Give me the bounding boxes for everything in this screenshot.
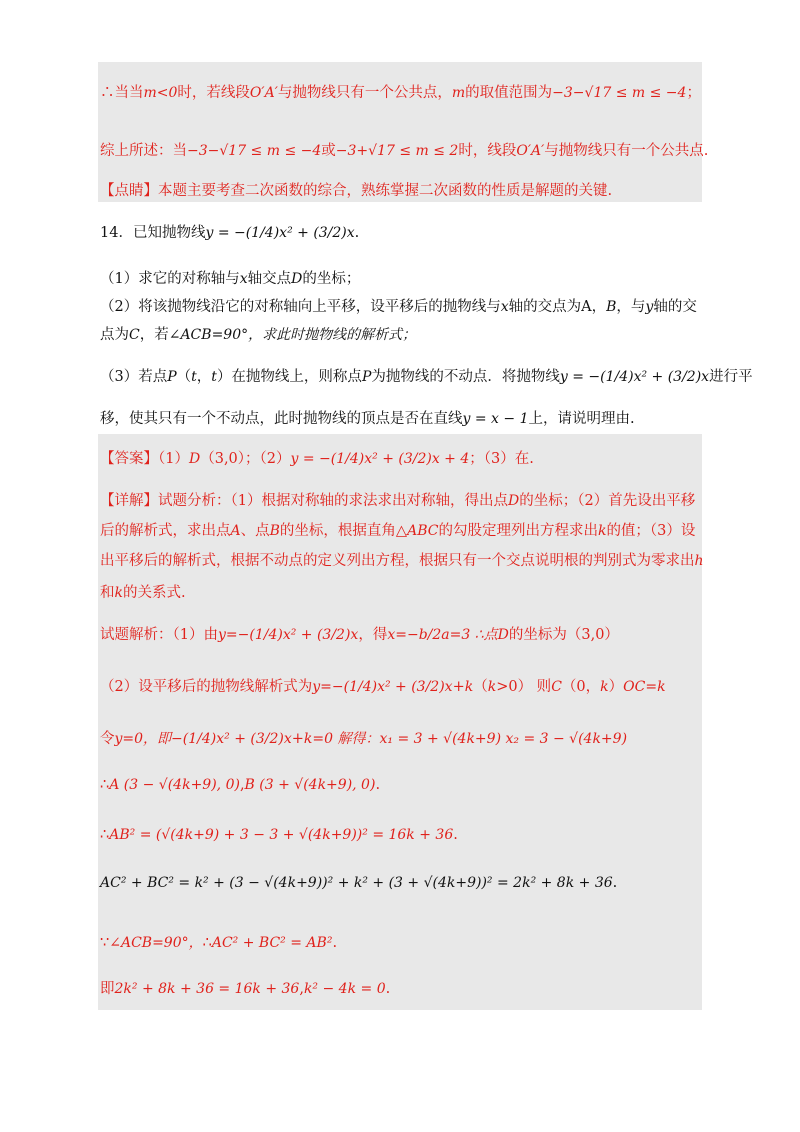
text-segment: 、点 (240, 523, 270, 539)
text-segment: k² − 4k = 0 (303, 981, 386, 997)
text-segment: 时，线段 (458, 143, 517, 159)
text-segment: b/2a (418, 627, 450, 643)
text-segment: =90°，求此时抛物线的解析式； (211, 327, 417, 343)
text-segment: y = −(1/4)x² + (3/2)x (205, 225, 355, 241)
text-segment: C (129, 327, 140, 343)
text-segment: ∴当当 (100, 85, 144, 101)
text-line-l17 (100, 728, 700, 750)
text-segment: OC (623, 679, 646, 695)
text-segment: A (3 − √(4k+9), 0) (109, 777, 240, 793)
text-segment: =− (320, 679, 344, 695)
text-segment: 令 (100, 731, 115, 747)
text-line-l21 (100, 932, 700, 954)
text-segment: 的关系式. (122, 585, 186, 601)
text-segment: 点为 (100, 327, 129, 343)
text-segment: 上，请说明理由. (528, 411, 635, 427)
text-segment: . (453, 827, 458, 843)
text-segment: ABC (407, 523, 439, 539)
text-segment: k (303, 731, 313, 747)
text-segment: + (452, 679, 465, 695)
text-segment: ∵ (100, 935, 110, 951)
text-segment: （3）若点 (100, 369, 168, 385)
text-segment: y = x − 1 (462, 411, 529, 427)
text-segment: 的取值范围为 (465, 85, 553, 101)
text-segment: . (354, 225, 360, 241)
text-line-l22 (100, 978, 700, 1000)
text-line-l14 (100, 582, 700, 604)
text-segment: 或 (321, 143, 336, 159)
text-line-l1 (100, 82, 700, 104)
text-segment: （ (176, 369, 192, 385)
text-segment: ∴ (100, 777, 110, 793)
text-segment: . (332, 935, 338, 951)
text-segment: =− (225, 627, 250, 643)
text-line-l10 (100, 448, 700, 470)
text-line-l5 (100, 268, 700, 290)
text-segment: k (464, 679, 474, 695)
text-segment: （2）设平移后的抛物线解析式为 (100, 679, 313, 695)
text-segment: B (269, 523, 280, 539)
text-line-l19 (100, 824, 700, 846)
text-segment: 即 (100, 981, 115, 997)
text-segment: k (597, 523, 607, 539)
text-segment: =− (395, 627, 419, 643)
text-line-l8 (100, 366, 753, 388)
text-segment: x (500, 299, 509, 315)
text-segment: B (606, 299, 617, 315)
text-segment: AC² + BC² = AB² (211, 935, 333, 951)
text-segment: 的坐标； (302, 271, 361, 287)
text-segment: y (645, 299, 654, 315)
text-segment: k (487, 679, 497, 695)
text-segment: 2k² + 8k + 36 = 16k + 36 (114, 981, 300, 997)
text-segment: 【点睛】本题主要考查二次函数的综合，熟练掌握二次函数的性质是解题的关键. (100, 183, 613, 199)
text-segment: C (551, 679, 562, 695)
text-line-l3 (100, 180, 700, 202)
text-segment: O′A′ (516, 143, 545, 159)
text-segment: ， (196, 369, 212, 385)
text-line-l7 (100, 324, 700, 346)
text-segment: =3 ∴点 (449, 627, 498, 643)
text-segment: t (191, 369, 197, 385)
text-segment: −3+√17 ≤ m ≤ 2 (335, 143, 459, 159)
text-segment: = (645, 679, 658, 695)
text-segment: k (600, 679, 609, 695)
text-segment: P (167, 369, 177, 385)
text-segment: + (291, 731, 304, 747)
text-line-l11 (100, 490, 700, 512)
text-segment: ； (686, 85, 701, 101)
text-segment: t (211, 369, 217, 385)
text-segment: 的坐标，根据直角△ (279, 523, 408, 539)
text-segment: (1/4)x² + (3/2)x (182, 731, 292, 747)
text-segment: −3−√17 ≤ m ≤ −4 (552, 85, 687, 101)
text-segment: x (387, 627, 396, 643)
text-segment: ，得 (358, 627, 388, 643)
text-line-l4 (100, 222, 700, 244)
text-segment: D (497, 627, 509, 643)
text-segment: AB² = (√(4k+9) + 3 − 3 + √(4k+9))² = 16k + 36 (109, 827, 454, 843)
text-segment: 试题解析：（1）由 (100, 627, 218, 643)
text-segment: P (361, 369, 372, 385)
text-segment: 为抛物线的不动点．将抛物线 (371, 369, 560, 385)
text-segment: 轴交点 (247, 271, 292, 287)
text-segment: 【详解】试题分析：（1）根据对称轴的求法求出对称轴，得出点 (100, 493, 508, 509)
text-segment: ；（3）在. (469, 451, 534, 467)
text-segment: A (230, 523, 241, 539)
text-segment: D (507, 493, 520, 509)
text-segment: 和 (100, 585, 115, 601)
text-segment: 14．已知抛物线 (100, 225, 206, 241)
text-segment: ） (608, 679, 624, 695)
text-segment: 综上所述：当 (100, 143, 187, 159)
text-segment: y = −(1/4)x² + (3/2)x + 4 (290, 451, 470, 467)
text-segment: =90°， (152, 935, 203, 951)
text-segment: (1/4)x² + (3/2)x (249, 627, 359, 643)
text-line-l9 (100, 408, 700, 430)
text-segment: k (657, 679, 666, 695)
text-segment: y (217, 627, 226, 643)
text-segment: （2）将该抛物线沿它的对称轴向上平移，设平移后的抛物线与 (100, 299, 501, 315)
text-segment: O′A′ (249, 85, 278, 101)
text-segment: 的坐标为（3,0） (508, 627, 619, 643)
text-segment: . (375, 777, 381, 793)
text-segment: . (612, 875, 618, 891)
text-segment: （ (473, 679, 488, 695)
text-line-l13 (100, 550, 704, 572)
text-segment: ∴ (202, 935, 212, 951)
text-segment: x₁ = 3 + √(4k+9) x₂ = 3 − √(4k+9) (379, 731, 628, 747)
text-segment: (1/4)x² + (3/2)x (343, 679, 453, 695)
text-segment: 时，若线段 (177, 85, 250, 101)
text-segment: （0， (561, 679, 601, 695)
text-segment: =0，即− (122, 731, 183, 747)
text-segment: AC² + BC² = k² + (3 − √(4k+9))² + k² + (3 + √(4k+9))² = 2k² + 8k + 36 (100, 875, 613, 891)
text-segment: （3,0）；（2） (200, 451, 291, 467)
text-line-l20 (100, 872, 700, 894)
text-segment: D (188, 451, 201, 467)
text-segment: y (114, 731, 123, 747)
text-line-l15 (100, 624, 700, 646)
text-segment: >0） 则 (496, 679, 552, 695)
text-segment: 的值；（3）设 (606, 523, 696, 539)
text-segment: ，若 (139, 327, 169, 343)
text-line-l12 (100, 520, 700, 542)
text-segment: B (3 + √(4k+9), 0) (244, 777, 376, 793)
text-line-l2 (100, 140, 709, 162)
text-segment: 移，使其只有一个不动点，此时抛物线的顶点是否在直线 (100, 411, 463, 427)
text-segment: h (694, 553, 704, 569)
text-segment: , (239, 777, 245, 793)
text-segment: 与抛物线只有一个公共点， (277, 85, 452, 101)
text-segment: 进行平 (709, 369, 753, 385)
text-segment: x (239, 271, 248, 287)
text-segment: m (451, 85, 466, 101)
text-segment: 出平移后的解析式，根据不动点的定义列出方程，根据只有一个交点说明根的判别式为零求出 (100, 553, 695, 569)
text-segment: 后的解析式，求出点 (100, 523, 231, 539)
text-segment: ∠ACB (109, 935, 153, 951)
text-segment: ∠ACB (168, 327, 212, 343)
text-segment: （1）求它的对称轴与 (100, 271, 240, 287)
text-segment: =0 解得： (312, 731, 380, 747)
text-segment: , (299, 981, 304, 997)
text-segment: 的坐标；（2）首先设出平移 (519, 493, 696, 509)
text-segment: y = −(1/4)x² + (3/2)x (559, 369, 710, 385)
text-segment: D (291, 271, 303, 287)
text-segment: ）在抛物线上，则称点 (216, 369, 362, 385)
text-segment: m<0 (143, 85, 178, 101)
text-segment: 轴的交 (653, 299, 697, 315)
text-segment: ，与 (616, 299, 646, 315)
text-segment: ∴ (100, 827, 110, 843)
text-segment: −3−√17 ≤ m ≤ −4 (187, 143, 322, 159)
text-segment: 的勾股定理列出方程求出 (438, 523, 598, 539)
text-line-l16 (100, 676, 700, 698)
text-segment: y (312, 679, 321, 695)
text-segment: . (385, 981, 391, 997)
text-segment: 与抛物线只有一个公共点. (544, 143, 709, 159)
text-segment: 轴的交点为A， (508, 299, 607, 315)
text-line-l18 (100, 774, 700, 796)
text-segment: 【答案】（1） (100, 451, 189, 467)
text-line-l6 (100, 296, 700, 318)
text-segment: k (114, 585, 123, 601)
